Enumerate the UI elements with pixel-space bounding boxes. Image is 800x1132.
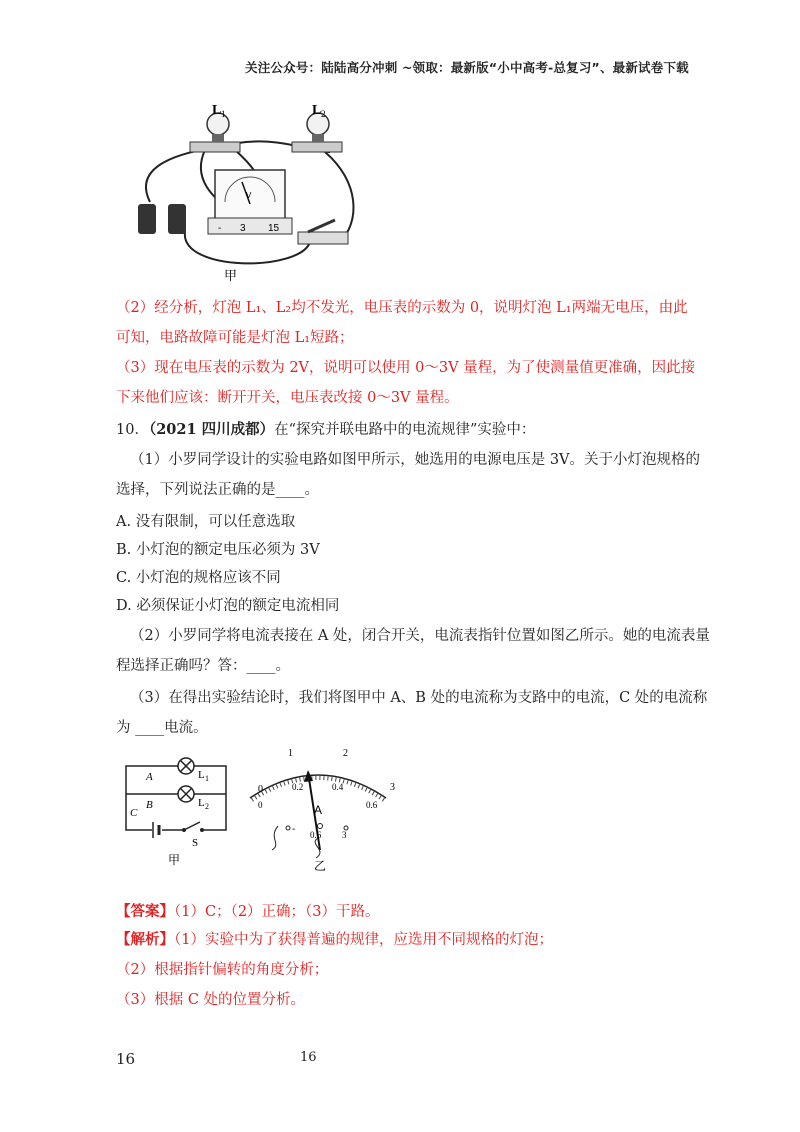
option-b: B. 小灯泡的额定电压必须为 3V — [116, 542, 320, 558]
option-a: A. 没有限制，可以任意选取 — [116, 514, 296, 530]
answer-text: （1）C；（2）正确；（3）干路。 — [174, 904, 380, 920]
figure1-caption: 甲 — [224, 269, 238, 284]
voltmeter-symbol: V — [246, 191, 252, 200]
explanation-tag: 【解析】 — [116, 931, 174, 948]
explanation-line2: （2）根据指针偏转的角度分析； — [116, 962, 329, 978]
analysis-p3-line2: 下来他们应该：断开开关，电压表改接 0～3V 量程。 — [116, 390, 459, 406]
q1-line1: （1）小罗同学设计的实验电路如图甲所示，她选用的电源电压是 3V。关于小灯泡规格的 — [130, 452, 701, 468]
option-d: D. 必须保证小灯泡的额定电流相同 — [116, 598, 340, 614]
q2-line1: （2）小罗同学将电流表接在 A 处，闭合开关，电流表指针位置如图乙所示。她的电流表量 — [130, 628, 710, 644]
top-scale-2: 2 — [343, 748, 348, 759]
bulb1-label: L — [212, 103, 222, 118]
option-c: C. 小灯泡的规格应该不同 — [116, 570, 281, 586]
q2-line2: 程选择正确吗？答：____。 — [116, 658, 290, 674]
top-scale-1: 1 — [288, 748, 293, 759]
terminal-minus: - — [292, 824, 296, 835]
label-c: C — [130, 807, 138, 819]
page-number-center: 16 — [300, 1050, 317, 1065]
label-b: B — [146, 799, 153, 811]
q3-line2: 为 ____电流。 — [116, 720, 208, 736]
bottom-scale-06: 0.6 — [366, 800, 378, 810]
ammeter-caption: 乙 — [314, 859, 327, 873]
bottom-scale-04: 0.4 — [332, 782, 344, 792]
ammeter-symbol: A — [314, 803, 323, 817]
label-l2: L — [198, 797, 205, 809]
question-10-stem — [116, 420, 535, 440]
analysis-p2-line2: 可知，电路故障可能是灯泡 L₁短路； — [116, 330, 354, 346]
explanation-line3: （3）根据 C 处的位置分析。 — [116, 992, 306, 1008]
terminal-3: 3 — [342, 830, 347, 840]
analysis-p3-line1: （3）现在电压表的示数为 2V，说明可以使用 0～3V 量程，为了使测量值更准确，因此接 — [116, 360, 696, 376]
bottom-scale-0: 0 — [258, 800, 263, 810]
page-number-left: 16 — [116, 1050, 136, 1068]
figure-ammeter-yi — [228, 742, 408, 874]
figure-voltmeter-circuit — [120, 92, 360, 292]
figure-circuit-jia — [118, 750, 238, 870]
label-l2-sub: 2 — [205, 802, 209, 811]
bottom-scale-02: 0.2 — [292, 782, 304, 792]
question-stem-text: 在“探究并联电路中的电流规律”实验中： — [274, 422, 536, 438]
label-l1: L — [198, 769, 205, 781]
terminal-minus: - — [218, 223, 222, 234]
bulb2-label: L — [312, 103, 322, 118]
answer-line — [116, 902, 380, 922]
q1-line2: 选择，下列说法正确的是____。 — [116, 482, 319, 498]
answer-tag: 【答案】 — [116, 903, 174, 920]
terminal-0-6: 0.6 — [310, 830, 322, 840]
bulb1-sub: 1 — [221, 109, 226, 119]
top-scale-0: 0 — [258, 784, 263, 795]
analysis-p2-line1: （2）经分析，灯泡 L₁、L₂均不发光，电压表的示数为 0，说明灯泡 L₁两端无电压，由此 — [116, 300, 688, 316]
label-a: A — [146, 771, 153, 783]
top-scale-3: 3 — [390, 782, 395, 793]
terminal-15: 15 — [268, 223, 280, 234]
page-header: 关注公众号：陆陆高分冲刺 ~领取：最新版“小中高考-总复习”、最新试卷下载 — [245, 60, 689, 75]
bulb2-sub: 2 — [321, 109, 326, 119]
explanation-line1 — [116, 930, 553, 950]
question-number: 10． — [116, 422, 149, 438]
terminal-3: 3 — [240, 223, 246, 234]
q3-line1: （3）在得出实验结论时，我们将图甲中 A、B 处的电流称为支路中的电流，C 处的电流称 — [130, 690, 708, 706]
label-l1-sub: 1 — [205, 774, 209, 783]
label-s: S — [192, 837, 199, 849]
explanation-text1: （1）实验中为了获得普遍的规律，应选用不同规格的灯泡； — [174, 932, 553, 948]
question-source: （2021 四川成都） — [148, 421, 275, 438]
circuit-caption: 甲 — [168, 853, 181, 867]
